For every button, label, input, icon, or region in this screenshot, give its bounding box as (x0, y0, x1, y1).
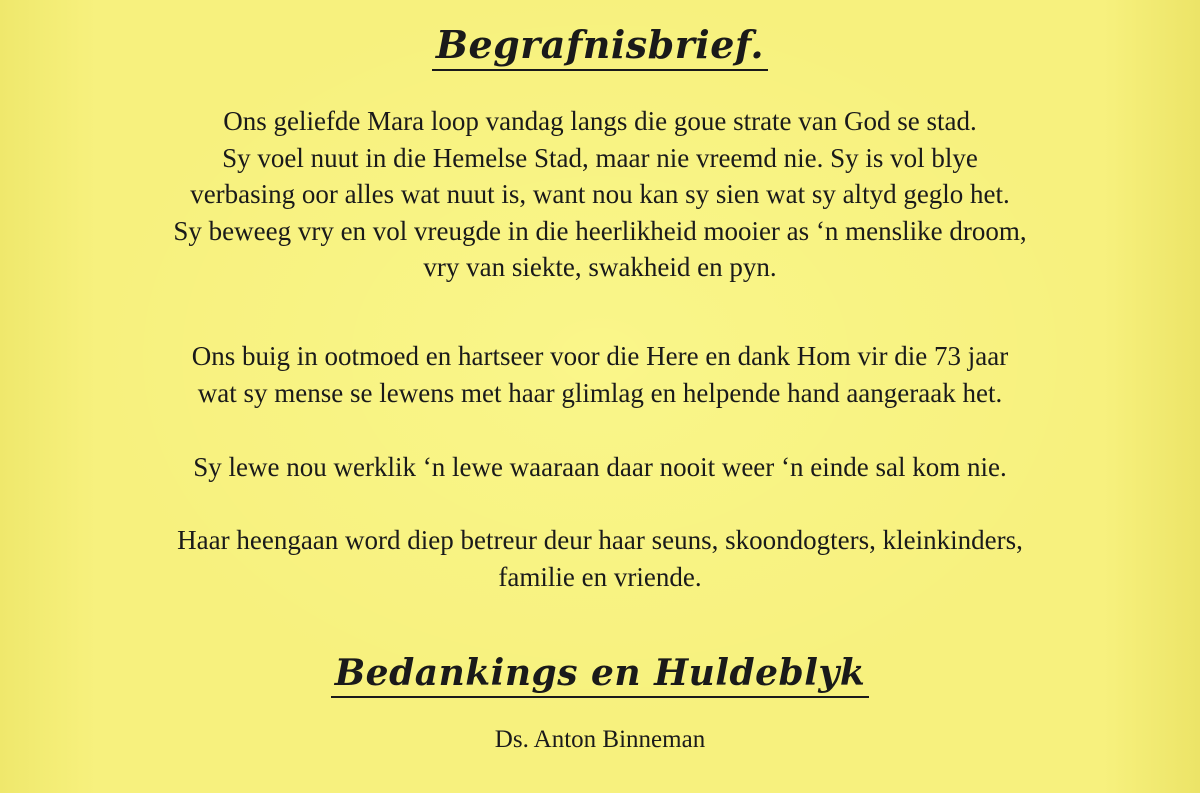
paragraph-line: verbasing oor alles wat nuut is, want nou kan sy sien wat sy altyd geglo het. (190, 179, 1010, 209)
paragraph-line: Haar heengaan word diep betreur deur haar seuns, skoondogters, kleinkinders, (177, 525, 1023, 555)
paragraph-line: familie en vriende. (498, 561, 702, 592)
minister-name: Ds. Anton Binneman (494, 726, 706, 753)
funeral-letter-heading-text: Begrafnisbrief. (432, 22, 768, 71)
paragraph-line: Sy lewe nou werklik ‘n lewe waaraan daar nooit weer ‘n einde sal kom nie. (193, 452, 1007, 482)
paragraph-line: Sy beweeg vry en vol vreugde in die heerlikheid mooier as ‘n menslike droom, (173, 215, 1027, 246)
tributes-heading (0, 652, 1200, 698)
funeral-letter-heading (0, 22, 1200, 71)
paragraph-line: wat sy mense se lewens met haar glimlag en helpende hand aangeraak het. (197, 377, 1003, 408)
paragraph-thanks (40, 338, 1160, 411)
paragraph-line: Sy voel nuut in die Hemelse Stad, maar nie vreemd nie. Sy is vol blye (222, 142, 978, 173)
paragraph-line: vry van siekte, swakheid en pyn. (423, 252, 777, 282)
paragraph-heavenly-city (40, 103, 1160, 286)
tributes-heading-text: Bedankings en Huldeblyk (331, 652, 870, 698)
paragraph-eternal-life (40, 449, 1160, 486)
paragraph-line: Ons geliefde Mara loop vandag langs die goue strate van God se stad. (223, 106, 977, 136)
paragraph-mourners (40, 522, 1160, 595)
paragraph-line: Ons buig in ootmoed en hartseer voor die Here en dank Hom vir die 73 jaar (191, 341, 1009, 371)
